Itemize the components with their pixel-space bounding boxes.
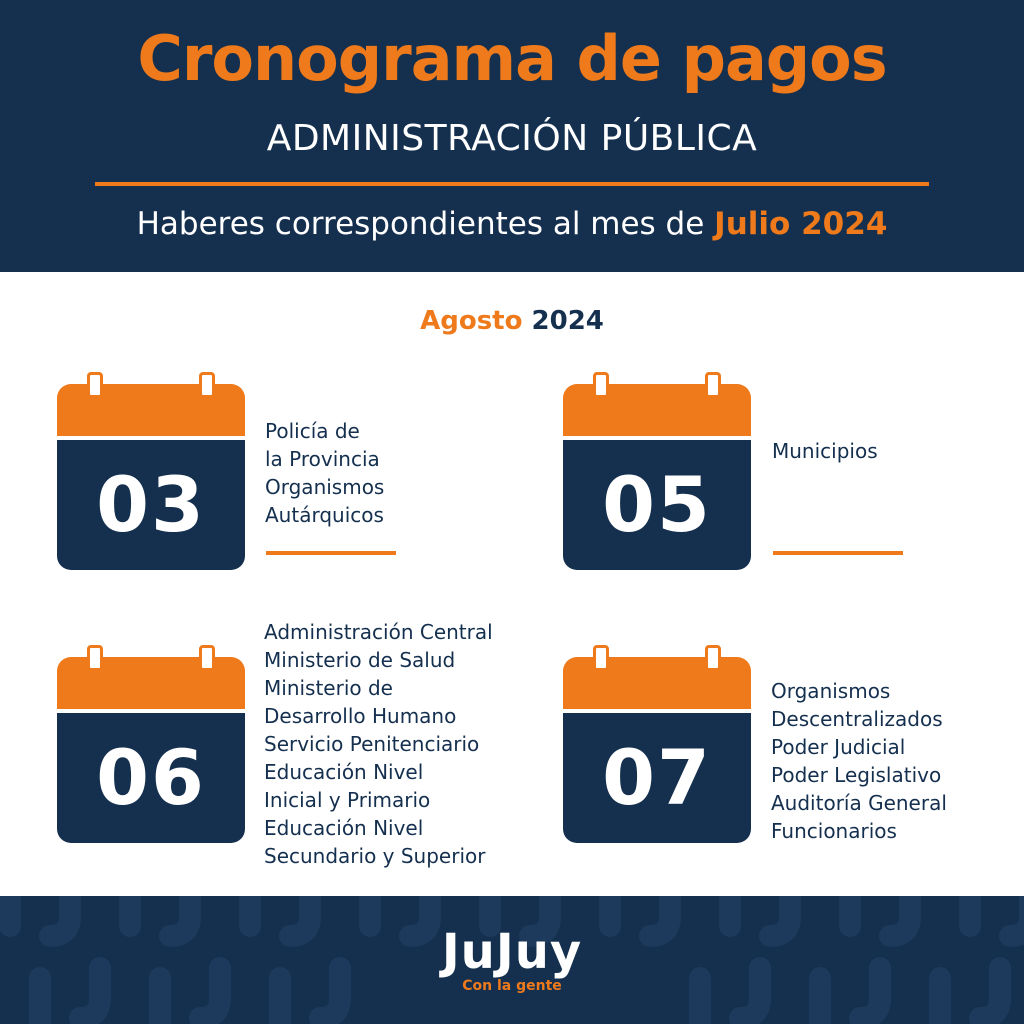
calendar-header <box>57 657 245 709</box>
calendar-icon <box>57 372 245 572</box>
haberes-prefix: Haberes correspondientes al mes de <box>136 206 715 242</box>
entry-description <box>771 677 947 845</box>
haberes-month: Julio 2024 <box>714 206 888 242</box>
entry-underline <box>773 551 903 555</box>
calendar-ring <box>87 645 103 671</box>
entry-line: Inicial y Primario <box>264 788 431 812</box>
entry-line: Policía de <box>265 419 360 443</box>
calendar-day: 06 <box>96 733 206 822</box>
calendar-header <box>563 384 751 436</box>
calendar-ring <box>593 372 609 398</box>
header-banner <box>0 0 1024 272</box>
entry-line: Auditoría General <box>771 791 947 815</box>
schedule-month: Agosto <box>420 306 523 336</box>
logo-tagline: Con la gente <box>462 978 562 994</box>
entry-line: Desarrollo Humano <box>264 704 457 728</box>
calendar-header <box>563 657 751 709</box>
entry-description <box>264 618 493 870</box>
calendar-ring <box>199 645 215 671</box>
jujuy-logo: JuJuy <box>441 924 583 980</box>
entry-line: Educación Nivel <box>264 760 424 784</box>
schedule-month-heading <box>0 306 1024 336</box>
calendar-ring <box>593 645 609 671</box>
schedule-year: 2024 <box>531 306 604 336</box>
calendar-day: 07 <box>602 733 712 822</box>
entry-line: Administración Central <box>264 620 493 644</box>
header-divider <box>95 182 929 186</box>
entry-line: Descentralizados <box>771 707 943 731</box>
calendar-ring <box>705 372 721 398</box>
entry-line: la Provincia <box>265 447 380 471</box>
calendar-header <box>57 384 245 436</box>
page-subtitle: ADMINISTRACIÓN PÚBLICA <box>266 118 758 159</box>
haberes-caption <box>0 206 1024 242</box>
calendar-icon <box>563 645 751 845</box>
entry-line: Servicio Penitenciario <box>264 732 480 756</box>
entry-description <box>265 417 384 529</box>
entry-line: Organismos <box>265 475 385 499</box>
entry-line: Poder Judicial <box>771 735 906 759</box>
entry-line: Organismos <box>771 679 891 703</box>
entry-description <box>772 437 878 465</box>
entry-line: Poder Legislativo <box>771 763 942 787</box>
entry-line: Autárquicos <box>265 503 384 527</box>
calendar-day: 05 <box>602 460 712 549</box>
calendar-icon <box>57 645 245 845</box>
calendar-icon <box>563 372 751 572</box>
entry-line: Ministerio de <box>264 676 393 700</box>
entry-underline <box>266 551 396 555</box>
entry-line: Municipios <box>772 439 878 463</box>
entry-line: Secundario y Superior <box>264 844 486 868</box>
calendar-ring <box>199 372 215 398</box>
calendar-day: 03 <box>96 460 206 549</box>
entry-line: Educación Nivel <box>264 816 424 840</box>
entry-line: Ministerio de Salud <box>264 648 456 672</box>
entry-line: Funcionarios <box>771 819 897 843</box>
calendar-ring <box>705 645 721 671</box>
calendar-ring <box>87 372 103 398</box>
page-title: Cronograma de pagos <box>137 22 887 95</box>
footer-banner <box>0 896 1024 1024</box>
